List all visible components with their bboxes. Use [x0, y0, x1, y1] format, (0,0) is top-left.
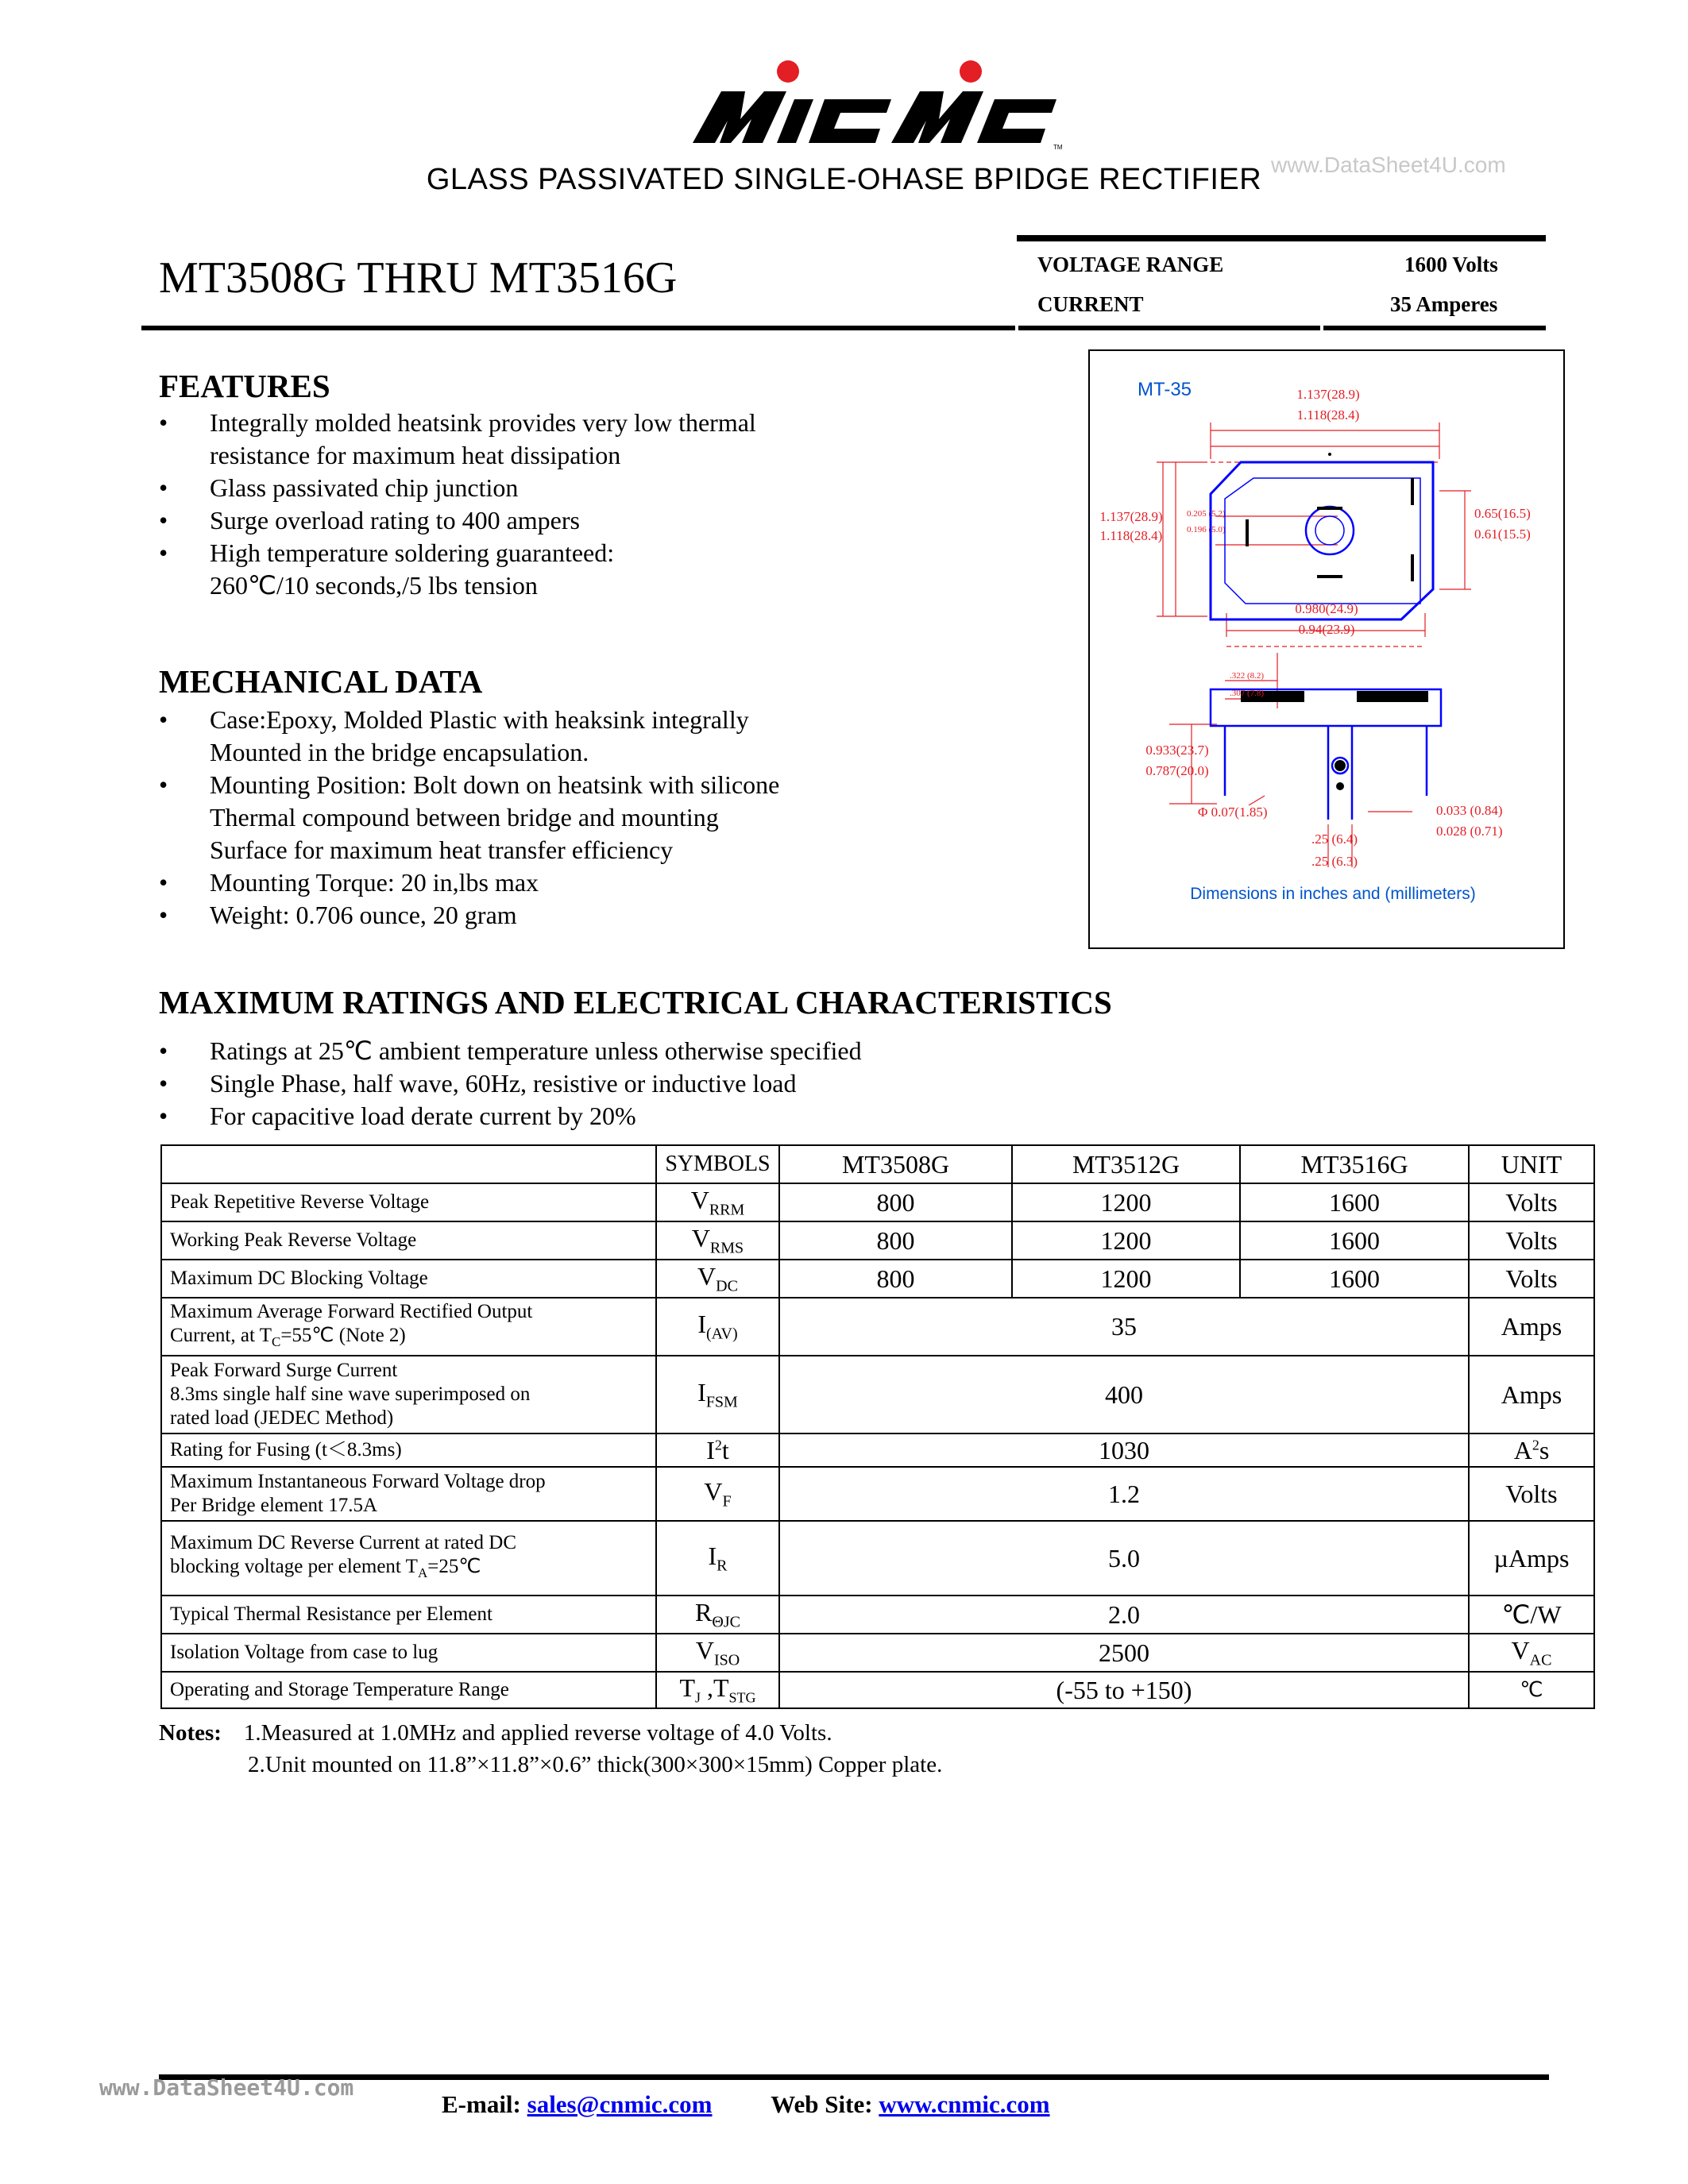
param-label: Maximum DC Reverse Current at rated DC blocking voltage per element $T_A=25℃$ [161, 1521, 656, 1596]
current-value: 35 Amperes [1390, 292, 1498, 316]
param-symbol: $V_{ISO}$ [656, 1634, 779, 1672]
param-symbol: $I_{FSM}$ [656, 1356, 779, 1433]
param-symbol: $I^2t$ [656, 1433, 779, 1467]
website-label: Web Site: [771, 2090, 873, 2118]
value-all: 1.2 [779, 1467, 1469, 1521]
mounting-hole [1306, 507, 1354, 554]
value-mt3512g: 1200 [1012, 1260, 1240, 1298]
package-drawing [1090, 351, 1563, 947]
ratings-bullet: • Single Phase, half wave, 60Hz, resistive or inductive load [159, 1067, 1350, 1100]
param-label: Rating for Fusing (t＜8.3ms) [161, 1433, 656, 1467]
dim-top-width-min: 1.118(28.4) [1296, 407, 1360, 423]
dim-hole-min: 0.196 (5.0) [1187, 525, 1226, 534]
value-mt3508g: 800 [779, 1260, 1012, 1298]
dim-body-thick-max: .322 (8.2) [1230, 671, 1265, 681]
dim-left-height-max: 1.137(28.9) [1099, 509, 1163, 524]
dim-body-thick-min: .307 (7.8) [1230, 689, 1265, 698]
feature-item: • Glass passivated chip junction [159, 472, 1033, 504]
title-top-rule [1017, 235, 1546, 241]
feature-item: • Integrally molded heatsink provides very low thermal resistance for maximum heat dissipation [159, 407, 1033, 472]
table-row [161, 1298, 1594, 1356]
param-unit: Amps [1469, 1298, 1594, 1356]
table-row [161, 1521, 1594, 1596]
table-row [161, 1634, 1594, 1672]
value-all: 400 [779, 1356, 1469, 1433]
param-symbol: $T_J$ $,T_{STG}$ [656, 1672, 779, 1708]
table-row [161, 1221, 1594, 1260]
features-list [159, 407, 1033, 602]
mechanical-heading: MECHANICAL DATA [159, 663, 483, 700]
header-mt3516g: MT3516G [1240, 1145, 1469, 1183]
email-label: E-mail: [442, 2090, 521, 2118]
notes-label: Notes: [159, 1720, 222, 1746]
package-diagram [1088, 349, 1565, 949]
param-symbol: $R_{\Theta JC}$ [656, 1596, 779, 1634]
watermark-top: www.DataSheet4U.com [1271, 152, 1506, 177]
package-name: MT-35 [1138, 379, 1192, 400]
param-unit: Volts [1469, 1467, 1594, 1521]
value-all: 35 [779, 1298, 1469, 1356]
header-mt3512g: MT3512G [1012, 1145, 1240, 1183]
logo-letter-i1 [777, 99, 813, 143]
dim-top-width-max: 1.137(28.9) [1296, 387, 1360, 402]
note-2: 2.Unit mounted on 11.8”×11.8”×0.6” thick(300×300×15mm) Copper plate. [248, 1752, 943, 1777]
feature-item: • Surge overload rating to 400 ampers [159, 504, 1033, 537]
param-unit: µAmps [1469, 1521, 1594, 1596]
param-symbol: $I_{(AV)}$ [656, 1298, 779, 1356]
param-unit: $A^2s$ [1469, 1433, 1594, 1467]
mechanical-list [159, 704, 1033, 932]
title-bottom-rule-left [141, 326, 1015, 330]
value-mt3516g: 1600 [1240, 1260, 1469, 1298]
header-unit: UNIT [1469, 1145, 1594, 1183]
value-all: (-55 to +150) [779, 1672, 1469, 1708]
mechanical-item: • Weight: 0.706 ounce, 20 gram [159, 899, 1033, 932]
param-symbol: $V_{RMS}$ [656, 1221, 779, 1260]
param-unit: ℃ [1469, 1672, 1594, 1708]
current-label: CURRENT [1037, 292, 1144, 316]
param-label: Maximum Instantaneous Forward Voltage drop Per Bridge element 17.5A [161, 1467, 656, 1521]
param-unit: Amps [1469, 1356, 1594, 1433]
dim-pitch-1: .25 (6.4) [1311, 832, 1358, 847]
dim-left-height-min: 1.118(28.4) [1099, 528, 1163, 543]
feature-item: • High temperature soldering guaranteed: 260℃/10 seconds,/5 lbs tension [159, 537, 1033, 602]
dim-hole-max: 0.205 (5.2) [1187, 509, 1226, 519]
ratings-bullet: • Ratings at 25℃ ambient temperature unless otherwise specified [159, 1035, 1350, 1067]
table-row [161, 1260, 1594, 1298]
table-row [161, 1467, 1594, 1521]
table-row [161, 1596, 1594, 1634]
param-label: Peak Repetitive Reverse Voltage [161, 1183, 656, 1221]
note-1: 1.Measured at 1.0MHz and applied reverse voltage of 4.0 Volts. [243, 1720, 832, 1746]
dim-bottom-width-min: 0.94(23.9) [1298, 622, 1355, 637]
ratings-heading: MAXIMUM RATINGS AND ELECTRICAL CHARACTERISTICS [159, 984, 1112, 1021]
value-mt3508g: 800 [779, 1221, 1012, 1260]
value-all: 1030 [779, 1433, 1469, 1467]
footer-contact [442, 2090, 1050, 2119]
watermark-bottom: www.DataSheet4U.com [99, 2074, 354, 2101]
table-row [161, 1356, 1594, 1433]
ratings-table [160, 1144, 1595, 1709]
table-header-row [161, 1145, 1594, 1183]
value-all: 2500 [779, 1634, 1469, 1672]
param-label: Maximum DC Blocking Voltage [161, 1260, 656, 1298]
param-unit: Volts [1469, 1221, 1594, 1260]
svg-text:TM: TM [1053, 144, 1063, 151]
logo-letter-m2 [891, 91, 983, 143]
website-link[interactable]: www.cnmic.com [879, 2090, 1050, 2118]
email-link[interactable]: sales@cnmic.com [527, 2090, 713, 2118]
title-bottom-rule-mid [1018, 326, 1320, 330]
param-label: Peak Forward Surge Current 8.3ms single half sine wave superimposed on rated load (JEDEC Method) [161, 1356, 656, 1433]
dim-lead-width-max: 0.033 (0.84) [1436, 803, 1503, 818]
param-unit: Volts [1469, 1183, 1594, 1221]
table-row [161, 1672, 1594, 1708]
value-all: 5.0 [779, 1521, 1469, 1596]
value-mt3508g: 800 [779, 1183, 1012, 1221]
param-symbol: $I_R$ [656, 1521, 779, 1596]
param-unit: Volts [1469, 1260, 1594, 1298]
value-mt3516g: 1600 [1240, 1221, 1469, 1260]
logo-letter-c1 [809, 99, 891, 143]
logo-dot-1 [777, 60, 799, 83]
param-label: Operating and Storage Temperature Range [161, 1672, 656, 1708]
param-unit: $V_{AC}$ [1469, 1634, 1594, 1672]
param-label: Isolation Voltage from case to lug [161, 1634, 656, 1672]
footer-rule [159, 2074, 1549, 2080]
param-symbol: $V_F$ [656, 1467, 779, 1521]
param-label: Typical Thermal Resistance per Element [161, 1596, 656, 1634]
logo-letter-m1 [693, 91, 786, 143]
header-symbols: SYMBOLS [656, 1145, 779, 1183]
param-symbol: $V_{RRM}$ [656, 1183, 779, 1221]
title-bottom-rule-right [1323, 326, 1546, 330]
header-parameter [161, 1145, 656, 1183]
dim-pitch-2: .25 (6.3) [1311, 854, 1358, 869]
features-heading: FEATURES [159, 368, 330, 404]
value-all: 2.0 [779, 1596, 1469, 1634]
dim-lead-length-max: 0.933(23.7) [1145, 743, 1209, 758]
ratings-bullet: • For capacitive load derate current by 20% [159, 1100, 1350, 1133]
value-mt3512g: 1200 [1012, 1183, 1240, 1221]
header-mt3508g: MT3508G [779, 1145, 1012, 1183]
table-row [161, 1433, 1594, 1467]
mechanical-item: • Mounting Torque: 20 in,lbs max [159, 866, 1033, 899]
dim-lead-diameter: Φ 0.07(1.85) [1198, 805, 1268, 820]
notes-block [159, 1717, 1509, 1781]
param-label: Working Peak Reverse Voltage [161, 1221, 656, 1260]
dim-lead-width-min: 0.028 (0.71) [1436, 824, 1503, 839]
param-label: Maximum Average Forward Rectified Output Current, at $T_C=55℃$ (Note 2) [161, 1298, 656, 1356]
dim-right-height-min: 0.61(15.5) [1474, 527, 1531, 542]
ratings-bullets [159, 1035, 1350, 1133]
diagram-caption: Dimensions in inches and (millimeters) [1190, 885, 1476, 903]
logo-dot-2 [960, 60, 982, 83]
document-subtitle: GLASS PASSIVATED SINGLE-OHASE BPIDGE RECTIFIER [426, 163, 1262, 196]
param-symbol: $V_{DC}$ [656, 1260, 779, 1298]
value-mt3512g: 1200 [1012, 1221, 1240, 1260]
package-outline-top [1211, 462, 1433, 619]
dim-right-height-max: 0.65(16.5) [1474, 506, 1531, 521]
voltage-range-value: 1600 Volts [1404, 253, 1498, 276]
voltage-range-label: VOLTAGE RANGE [1037, 253, 1224, 276]
dim-bottom-width-max: 0.980(24.9) [1295, 601, 1358, 616]
part-number-title: MT3508G THRU MT3516G [159, 253, 678, 303]
mic-logo [683, 56, 1064, 159]
mechanical-item: • Mounting Position: Bolt down on heatsink with silicone Thermal compound between bridge and mounting Surface for maximum heat transfer efficiency [159, 769, 1033, 866]
dim-lead-length-min: 0.787(20.0) [1145, 763, 1209, 778]
value-mt3516g: 1600 [1240, 1183, 1469, 1221]
logo-letter-c2 [977, 99, 1056, 143]
table-row [161, 1183, 1594, 1221]
mechanical-item: • Case:Epoxy, Molded Plastic with heaksink integrally Mounted in the bridge encapsulation. [159, 704, 1033, 769]
param-unit: ℃/W [1469, 1596, 1594, 1634]
